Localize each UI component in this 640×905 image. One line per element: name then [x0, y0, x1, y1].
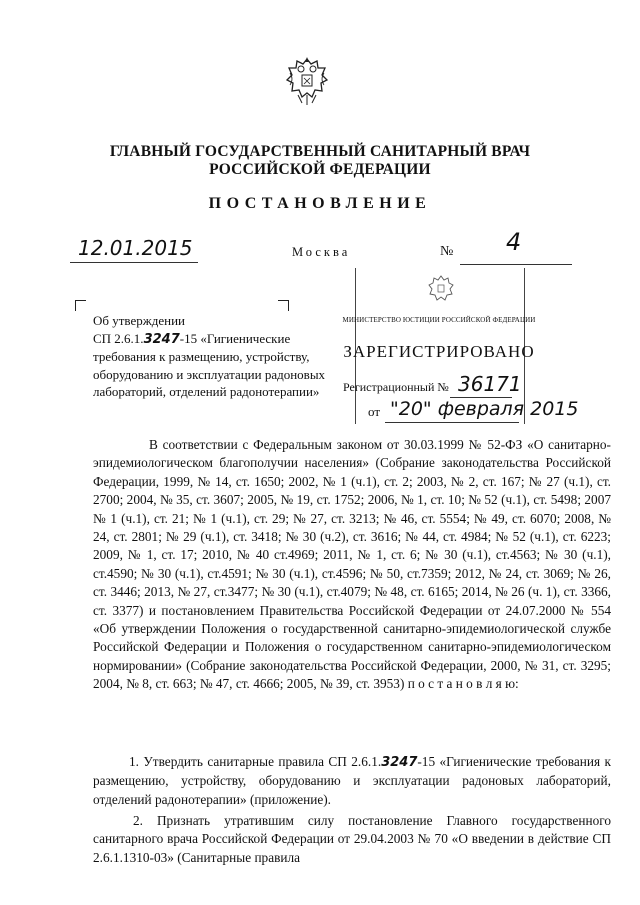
item1-prefix: 1. Утвердить санитарные правила СП 2.6.1. — [129, 754, 382, 769]
date-underline — [70, 262, 198, 263]
number-underline — [460, 264, 572, 265]
issuer-title-line1: ГЛАВНЫЙ ГОСУДАРСТВЕННЫЙ САНИТАРНЫЙ ВРАЧ — [109, 143, 531, 160]
number-sign: № — [440, 244, 454, 259]
document-number: 4 — [506, 228, 522, 256]
subject-line-4: оборудованию и эксплуатации радоновых — [93, 366, 326, 382]
subject-code-number: 3247 — [143, 331, 180, 347]
stamp-reg-number: 36171 — [458, 372, 522, 396]
subject-corner-left — [75, 300, 86, 311]
coat-of-arms-emblem-icon — [284, 55, 330, 107]
subject-line-2 — [93, 330, 338, 349]
subject-line-3: требования к размещению, устройству, — [93, 349, 310, 364]
document-type-title: ПОСТАНОВЛЕНИЕ — [208, 195, 432, 212]
item1-suffix: -15 «Гигиенические требования к размещению, устройству, оборудованию и эксплуатации радоновых лабораторий, отделений радонотерапии» (приложение). — [93, 754, 611, 807]
stamp-registered: ЗАРЕГИСТРИРОВАНО — [343, 342, 535, 361]
stamp-date-underline — [385, 422, 519, 423]
subject-block — [93, 312, 338, 401]
stamp-reg-date: "20" февраля 2015 — [390, 398, 579, 420]
resolution-item-1 — [93, 753, 611, 809]
subject-corner-right — [278, 300, 289, 311]
subject-line-5: лабораторий, отделений радонотерапии» — [93, 384, 320, 399]
issuer-title-line2: РОССИЙСКОЙ ФЕДЕРАЦИИ — [209, 161, 431, 178]
document-city: Москва — [292, 245, 351, 259]
stamp-ministry-name: МИНИСТЕРСТВО ЮСТИЦИИ РОССИЙСКОЙ ФЕДЕРАЦИИ — [342, 316, 536, 324]
preamble-paragraph: В соответствии с Федеральным законом от 30.03.1999 № 52-ФЗ «О санитарно-эпидемиологическом благополучии населения» (Собрание законодательства Российской Федерации, 1999, № 14, ст. 1650; 2002, № 1 (ч.1), ст. 2; 2003, № 2, ст. 167; № 27 (ч.1), ст. 2700; 2004, № 35, ст. 3607; 2005, № 19, ст. 1752; 2006, № 1, ст. 10; № 52 (ч.1), ст. 5498; 2007 № 1 (ч.1), ст. 21; № 1 (ч.1), ст. 29; № 27, ст. 3213; № 46, ст. 5554; № 49, ст. 6070; 2008, № 24, ст. 2801; № 29 (ч.1), ст. 3418; № 30 (ч.2), ст. 3616; № 44, ст. 4984; № 52 (ч.1), ст. 6223; 2009, № 1, ст. 17; 2010, № 40 ст.4969; 2011, № 1, ст. 6; № 30 (ч.1), ст.4563; № 30 (ч.1), ст.4590; № 30 (ч.1), ст.4591; № 30 (ч.1), ст.4596; № 50, ст.7359; 2012, № 24, ст. 3069; № 26, ст. 3446; 2013, № 27, ст.3477; № 30 (ч.1), ст.4079; № 48, ст. 6165; 2014, № 26 (ч. 1), ст. 3366, ст. 3377) и постановлением Правительства Российской Федерации от 24.07.2000 № 554 «Об утверждении Положения о государственной санитарно-эпидемиологической службе Российской Федерации и Положения о государственном санитарно-эпидемиологическом нормировании» (Собрание законодательства Российской Федерации, 2000, № 31, ст. 3295; 2004, № 8, ст. 663; № 47, ст. 4666; 2005, № 39, ст. 3953) п о с т а н о в л я ю: — [93, 437, 611, 692]
item1-code-number: 3247 — [381, 755, 418, 770]
subject-line-1: Об утверждении — [93, 313, 186, 328]
subject-code-prefix: СП 2.6.1. — [93, 330, 144, 346]
subject-code-suffix: -15 «Гигиенические — [179, 330, 291, 346]
stamp-reg-number-label: Регистрационный № — [343, 380, 449, 394]
resolution-item-2: 2. Признать утратившим силу постановление Главного государственного санитарного врача Российской Федерации от 29.04.2003 № 70 «О введении в действие СП 2.6.1.1310-03» (Санитарные правила — [93, 813, 611, 865]
stamp-from-label: от — [368, 404, 381, 419]
stamp-emblem-icon — [428, 274, 454, 302]
document-date: 12.01.2015 — [78, 236, 193, 260]
